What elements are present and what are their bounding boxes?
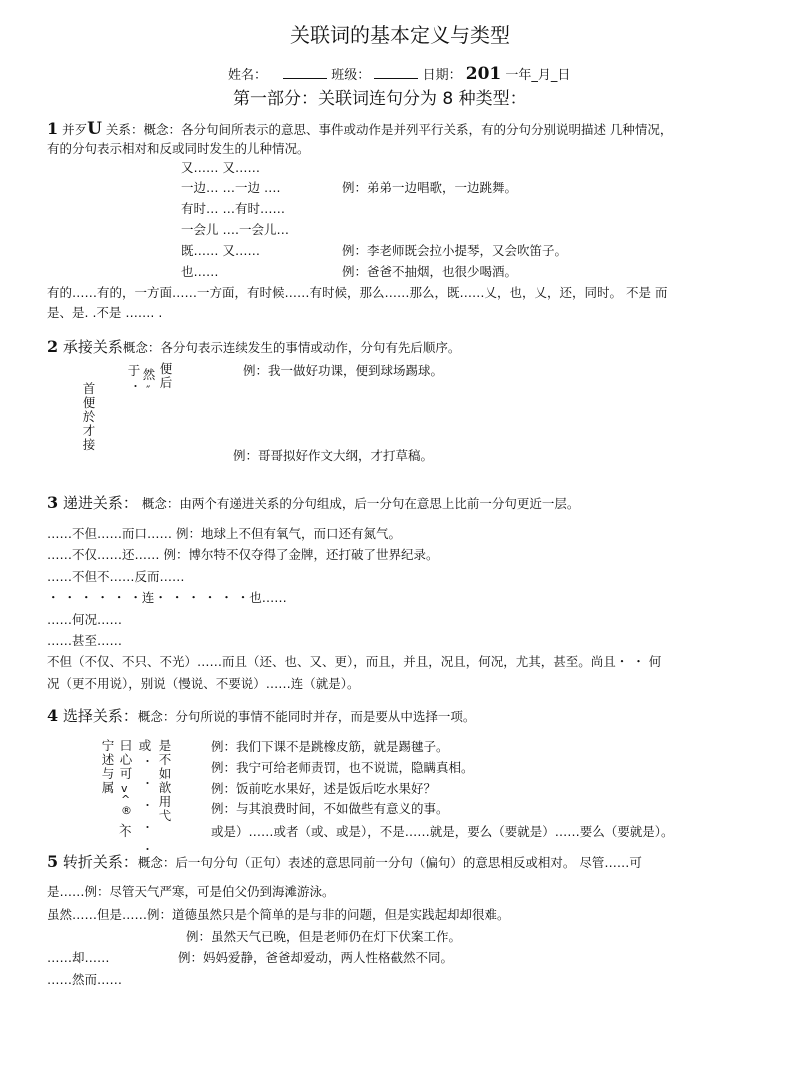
connective-pair: 既…… 又…… <box>181 243 260 258</box>
vertical-connectives: 曰心可 <box>119 738 133 781</box>
part-one-heading: 第一部分：关联词连句分为 8 种类型： <box>233 89 527 109</box>
connective-summary: 不但（不仅、不只、不光）……而且（还、也、又、更），而且，并且，况且，何况，尤其，甚至。尚且・ ・ 何 <box>47 654 662 669</box>
name-label: 姓名： <box>228 68 268 83</box>
example-sentence: 例：我宁可给老师责罚，也不说谎，隐瞒真相。 <box>211 760 474 775</box>
connective-summary-cont: 是、是. .不是 ……. . <box>47 305 163 320</box>
vertical-connectives: 首便於才接 <box>82 381 96 452</box>
section-name: 承接关系 <box>58 338 123 356</box>
connective-pair: 也…… <box>181 264 219 279</box>
section-name-glyph: U <box>87 119 102 139</box>
example-sentence: 例：李老师既会拉小提琴，又会吹笛子。 <box>342 243 568 258</box>
example-sentence: 例：妈妈爱静，爸爸却爱动，两人性格截然不同。 <box>178 950 454 965</box>
example-sentence: 例：爸爸不抽烟，也很少喝酒。 <box>342 264 518 279</box>
example-sentence: 例：我一做好功课，便到球场踢球。 <box>243 363 444 378</box>
connective-line: ……不但不……反而…… <box>47 569 185 584</box>
connective-line: 是……例：尽管天气严寒，可是伯父仍到海滩游泳。 <box>47 884 335 899</box>
dot-marks: v ^ ® 、 <box>121 782 132 828</box>
section-1-heading <box>47 120 672 139</box>
example-sentence: 例：我们下课不是跳橡皮筋，就是踢毽子。 <box>211 739 449 754</box>
section-definition: 概念：由两个有递进关系的分句组成，后一分句在意思上比前一分句更近一层。 <box>137 496 580 511</box>
section-name: 转折关系： <box>58 853 138 871</box>
date-label: 日期： <box>422 68 462 83</box>
connective-pair: 有时… …有时…… <box>181 201 285 216</box>
name-blank <box>283 66 327 79</box>
year-prefix: 201 <box>465 64 502 84</box>
section-definition: 概念：分句所说的事情不能同时并存，而是要从中选择一项。 <box>137 709 476 724</box>
example-sentence: 例：虽然天气已晚，但是老师仍在灯下伏案工作。 <box>186 929 462 944</box>
example-sentence: 例：弟弟一边唱歌，一边跳舞。 <box>342 180 518 195</box>
connective-line: ……甚至…… <box>47 633 123 648</box>
vertical-connectives: 是不如歆用弋 <box>158 738 172 823</box>
dot-marks: ˝ <box>145 384 151 397</box>
connective-line: ……不仅……还…… 例：博尔特不仅夺得了金牌，还打破了世界纪录。 <box>47 547 439 562</box>
class-blank <box>374 66 418 79</box>
vertical-connective-end: 不 <box>119 824 132 839</box>
section-name-suffix: 关系 <box>101 122 131 137</box>
section-definition: 概念：后一句分句（正句）表述的意思同前一分句（偏句）的意思相反或相对。 尽管……可 <box>137 855 642 870</box>
example-sentence: 例：哥哥拟好作文大纲，才打草稿。 <box>233 448 434 463</box>
connective-line: ・ ・ ・ ・ ・ ・连・ ・ ・ ・ ・ ・也…… <box>47 590 287 605</box>
connective-summary-cont: 况（更不用说），别说（慢说、不要说）……连（就是）。 <box>47 676 360 691</box>
example-sentence: 例：与其浪费时间，不如做些有意义的事。 <box>211 801 449 816</box>
vertical-connective-b: 然 <box>142 367 156 382</box>
connective-pair: 一边… …一边 …. <box>181 180 281 195</box>
vertical-connective-c: 便后 <box>159 361 173 390</box>
connective-line: ……何况…… <box>47 612 123 627</box>
class-label: 班级： <box>331 68 371 83</box>
section-name: 递进关系： <box>58 494 138 512</box>
section-definition: ：概念：各分句间所表示的意思、事件或动作是并列平行关系，有的分句分别说明描述 几种情况， <box>130 122 673 137</box>
vertical-connective-a: 于 <box>127 363 141 378</box>
section-number: 2 <box>47 337 59 356</box>
connective-line: ……然而…… <box>47 972 123 987</box>
connective-line: ……却…… <box>47 950 110 965</box>
dot-marks: ・ ・ ・ ・ ・ <box>142 755 153 856</box>
section-1-definition-cont: 有的分句表示相对和反或同时发生的儿种情况。 <box>47 141 310 156</box>
section-number: 1 <box>47 119 59 138</box>
section-2-heading <box>47 338 460 357</box>
section-number: 3 <box>47 493 59 512</box>
connective-summary: 或是）……或者（或、或是），不是……就是，要么（要就是）……要么（要就是）。 <box>211 824 674 839</box>
date-rest: 一年_月_日 <box>505 68 571 83</box>
vertical-connectives: 或 <box>138 738 152 753</box>
document-title: 关联词的基本定义与类型 <box>290 23 510 47</box>
section-number: 5 <box>47 852 59 871</box>
section-name: 并歹 <box>58 122 88 137</box>
connective-summary: 有的……有的，一方面……一方面，有时候……有时候，那么……那么，既……乂，也，乂，还，同时。 不是 而 <box>47 285 668 300</box>
connective-line: 虽然……但是……例：道德虽然只是个简单的是与非的问题，但是实践起却却很难。 <box>47 907 510 922</box>
connective-pair: 一会儿 ….一会儿… <box>181 222 289 237</box>
section-definition: 概念：各分句表示连续发生的事情或动作，分句有先后顺序。 <box>122 340 461 355</box>
section-name: 选择关系： <box>58 707 138 725</box>
connective-pair: 又…… 又…… <box>181 160 260 175</box>
dot-marks: ・ <box>130 380 141 393</box>
section-number: 4 <box>47 706 59 725</box>
student-info-line <box>228 64 570 84</box>
vertical-connectives: 宁述与属 <box>101 738 115 795</box>
section-3-heading <box>47 494 579 513</box>
section-5-heading <box>47 853 642 872</box>
connective-line: ……不但……而口…… 例：地球上不但有氧气，而口还有氮气。 <box>47 526 401 541</box>
section-4-heading <box>47 707 475 726</box>
example-sentence: 例：饭前吃水果好，述是饭后吃水果好？ <box>211 781 437 796</box>
